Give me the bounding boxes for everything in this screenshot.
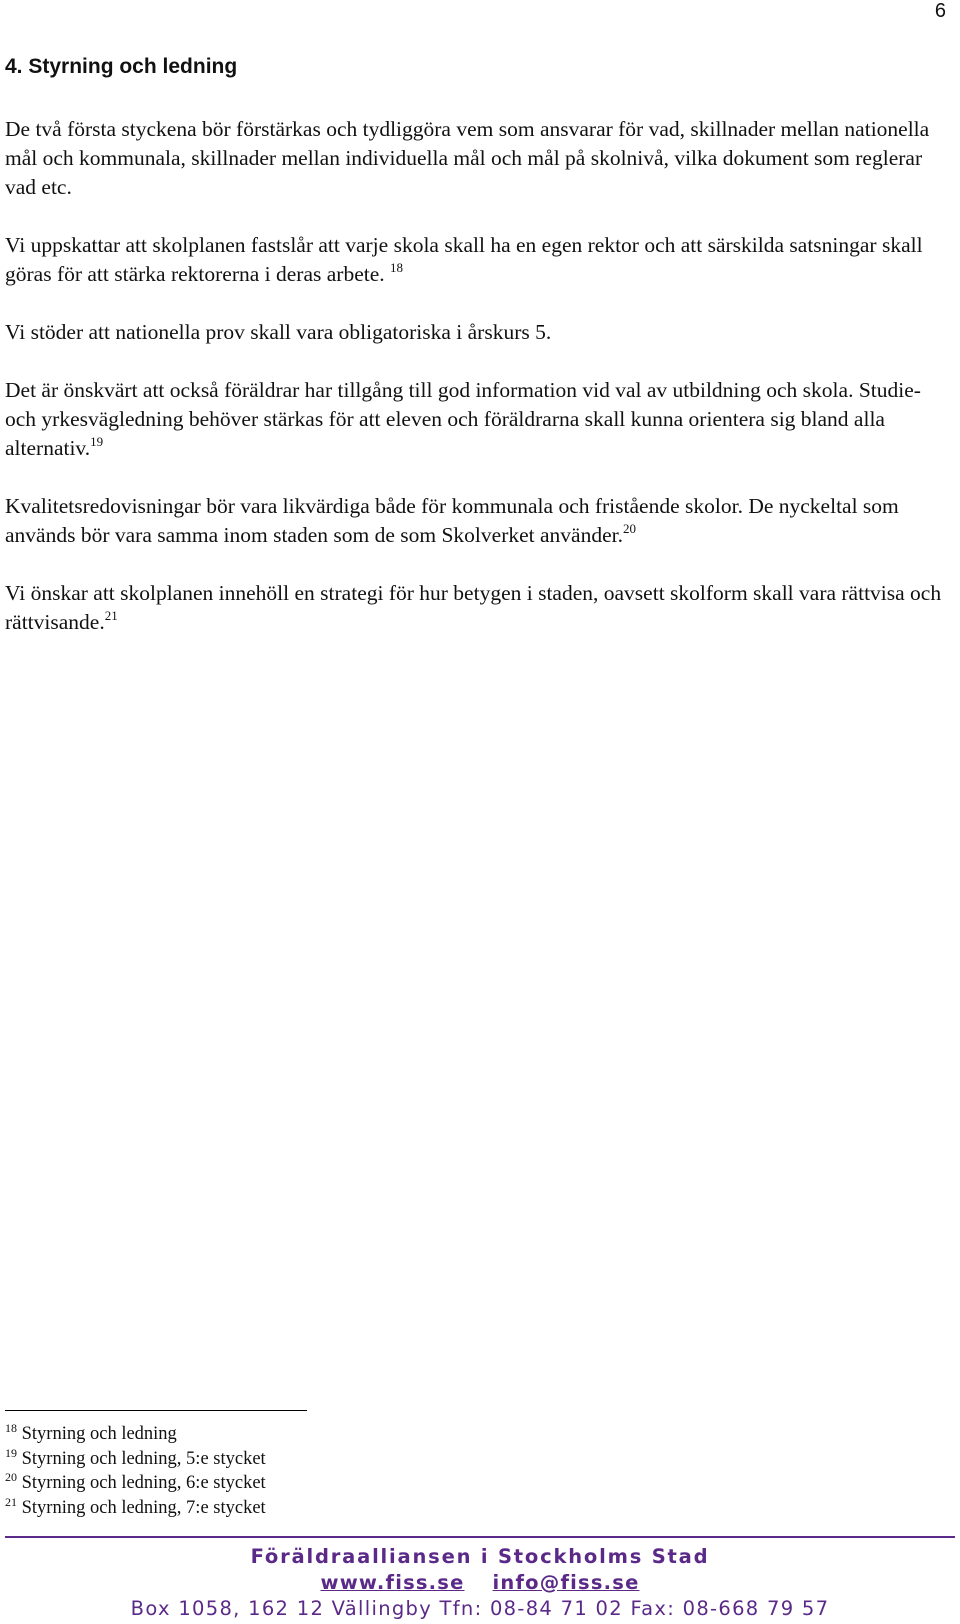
- paragraph-text: De två första styckena bör förstärkas och tydliggöra vem som ansvarar för vad, skillnader mellan nationella mål och kommunala, skillnader mellan individuella mål och mål på skolnivå, vilka dokument som reglerar vad etc.: [5, 117, 930, 199]
- footnote-number: 20: [5, 1470, 17, 1484]
- paragraph: [5, 492, 950, 550]
- paragraph: [5, 318, 950, 347]
- footnote-ref: 19: [90, 434, 104, 449]
- footnote-divider: [5, 1410, 307, 1411]
- page-footer: [0, 1544, 960, 1622]
- footnote: [5, 1422, 266, 1447]
- footnotes: [5, 1422, 266, 1520]
- footnote-number: 19: [5, 1445, 17, 1460]
- body-text: [5, 115, 950, 666]
- paragraph: [5, 376, 950, 463]
- footnote-ref: 20: [622, 521, 636, 536]
- footnote-text: Styrning och ledning: [21, 1424, 177, 1444]
- footer-links: [0, 1570, 960, 1596]
- paragraph-text: Vi önskar att skolplanen innehöll en strategi för hur betygen i staden, oavsett skolform skall vara rättvisa och rättvisande.: [5, 581, 942, 634]
- email-link[interactable]: info@fiss.se: [492, 1571, 640, 1594]
- footnote: [5, 1447, 266, 1472]
- website-link[interactable]: www.fiss.se: [320, 1571, 465, 1594]
- footnote-ref: 21: [104, 608, 118, 623]
- paragraph-text: Det är önskvärt att också föräldrar har tillgång till god information vid val av utbildning och skola. Studie- och yrkesvägledning behöver stärkas för att eleven och föräldrarna skall kunna orientera sig bland alla alternativ.: [5, 378, 921, 460]
- footnote-number: 21: [5, 1494, 17, 1509]
- paragraph-text: Vi uppskattar att skolplanen fastslår att varje skola skall ha en egen rektor och att särskilda satsningar skall göras för att stärka rektorerna i deras arbete.: [5, 233, 923, 286]
- paragraph-text: Kvalitetsredovisningar bör vara likvärdiga både för kommunala och fristående skolor. De nyckeltal som används bör vara samma inom staden som de som Skolverket använder.: [5, 494, 899, 547]
- footer-organization: Föräldraalliansen i Stockholms Stad: [250, 1545, 710, 1568]
- page-number: 6: [934, 0, 946, 22]
- paragraph: [5, 579, 950, 637]
- footnote-text: Styrning och ledning, 6:e stycket: [21, 1473, 266, 1493]
- footnote-text: Styrning och ledning, 7:e stycket: [21, 1497, 266, 1518]
- section-heading: 4. Styrning och ledning: [5, 55, 238, 78]
- footnote-number: 18: [5, 1421, 17, 1435]
- footnote-ref: 18: [390, 260, 404, 275]
- footnote: [5, 1496, 266, 1521]
- paragraph: [5, 115, 950, 202]
- footer-divider: [5, 1536, 955, 1538]
- footnote-text: Styrning och ledning, 5:e stycket: [21, 1448, 266, 1469]
- paragraph: [5, 231, 950, 289]
- footnote: [5, 1471, 266, 1496]
- paragraph-text: Vi stöder att nationella prov skall vara obligatoriska i årskurs 5.: [5, 320, 552, 344]
- footer-contact: Box 1058, 162 12 Vällingby Tfn: 08-84 71 02 Fax: 08-668 79 57: [130, 1597, 830, 1620]
